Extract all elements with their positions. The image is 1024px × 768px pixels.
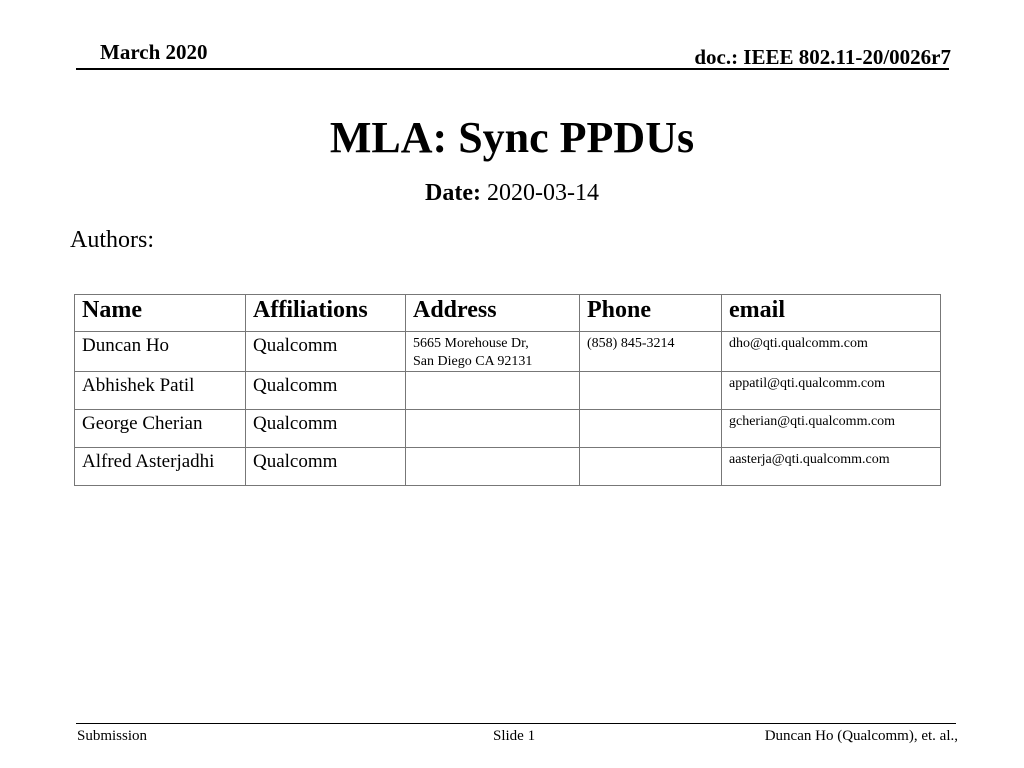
authors-label: Authors: xyxy=(70,227,154,253)
column-header-address: Address xyxy=(406,295,580,332)
slide-date-value: 2020-03-14 xyxy=(480,180,599,206)
author-address xyxy=(406,410,580,448)
footer-author: Duncan Ho (Qualcomm), et. al., xyxy=(764,728,958,744)
header-divider xyxy=(76,68,949,70)
column-header-email: email xyxy=(722,295,941,332)
author-affiliation: Qualcomm xyxy=(246,448,406,486)
column-header-affiliations: Affiliations xyxy=(246,295,406,332)
author-name: Alfred Asterjadhi xyxy=(75,448,246,486)
footer-slide-number: Slide 1 xyxy=(493,728,536,744)
slide-title: MLA: Sync PPDUs xyxy=(329,113,695,162)
table-row xyxy=(75,448,941,486)
header-date: March 2020 xyxy=(100,40,208,64)
slide-date xyxy=(0,180,1024,207)
author-address xyxy=(406,448,580,486)
slide-date-label: Date: xyxy=(425,180,481,206)
author-email: gcherian@qti.qualcomm.com xyxy=(722,410,941,448)
author-phone: (858) 845-3214 xyxy=(580,332,722,372)
author-address xyxy=(406,332,580,372)
table-row xyxy=(75,332,941,372)
header-doc-id: doc.: IEEE 802.11-20/0026r7 xyxy=(694,45,951,69)
author-affiliation: Qualcomm xyxy=(246,410,406,448)
footer-submission: Submission xyxy=(77,728,148,744)
author-email: dho@qti.qualcomm.com xyxy=(722,332,941,372)
authors-table xyxy=(74,294,941,486)
address-line: 5665 Morehouse Dr, xyxy=(413,336,529,351)
author-email: appatil@qti.qualcomm.com xyxy=(722,372,941,410)
author-address xyxy=(406,372,580,410)
author-name: Duncan Ho xyxy=(75,332,246,372)
table-row xyxy=(75,372,941,410)
author-name: George Cherian xyxy=(75,410,246,448)
author-affiliation: Qualcomm xyxy=(246,332,406,372)
column-header-name: Name xyxy=(75,295,246,332)
author-phone xyxy=(580,410,722,448)
author-name: Abhishek Patil xyxy=(75,372,246,410)
address-line: San Diego CA 92131 xyxy=(413,354,533,369)
author-affiliation: Qualcomm xyxy=(246,372,406,410)
author-email: aasterja@qti.qualcomm.com xyxy=(722,448,941,486)
author-phone xyxy=(580,448,722,486)
footer-divider xyxy=(76,723,956,724)
table-header-row xyxy=(75,295,941,332)
column-header-phone: Phone xyxy=(580,295,722,332)
author-phone xyxy=(580,372,722,410)
table-row xyxy=(75,410,941,448)
